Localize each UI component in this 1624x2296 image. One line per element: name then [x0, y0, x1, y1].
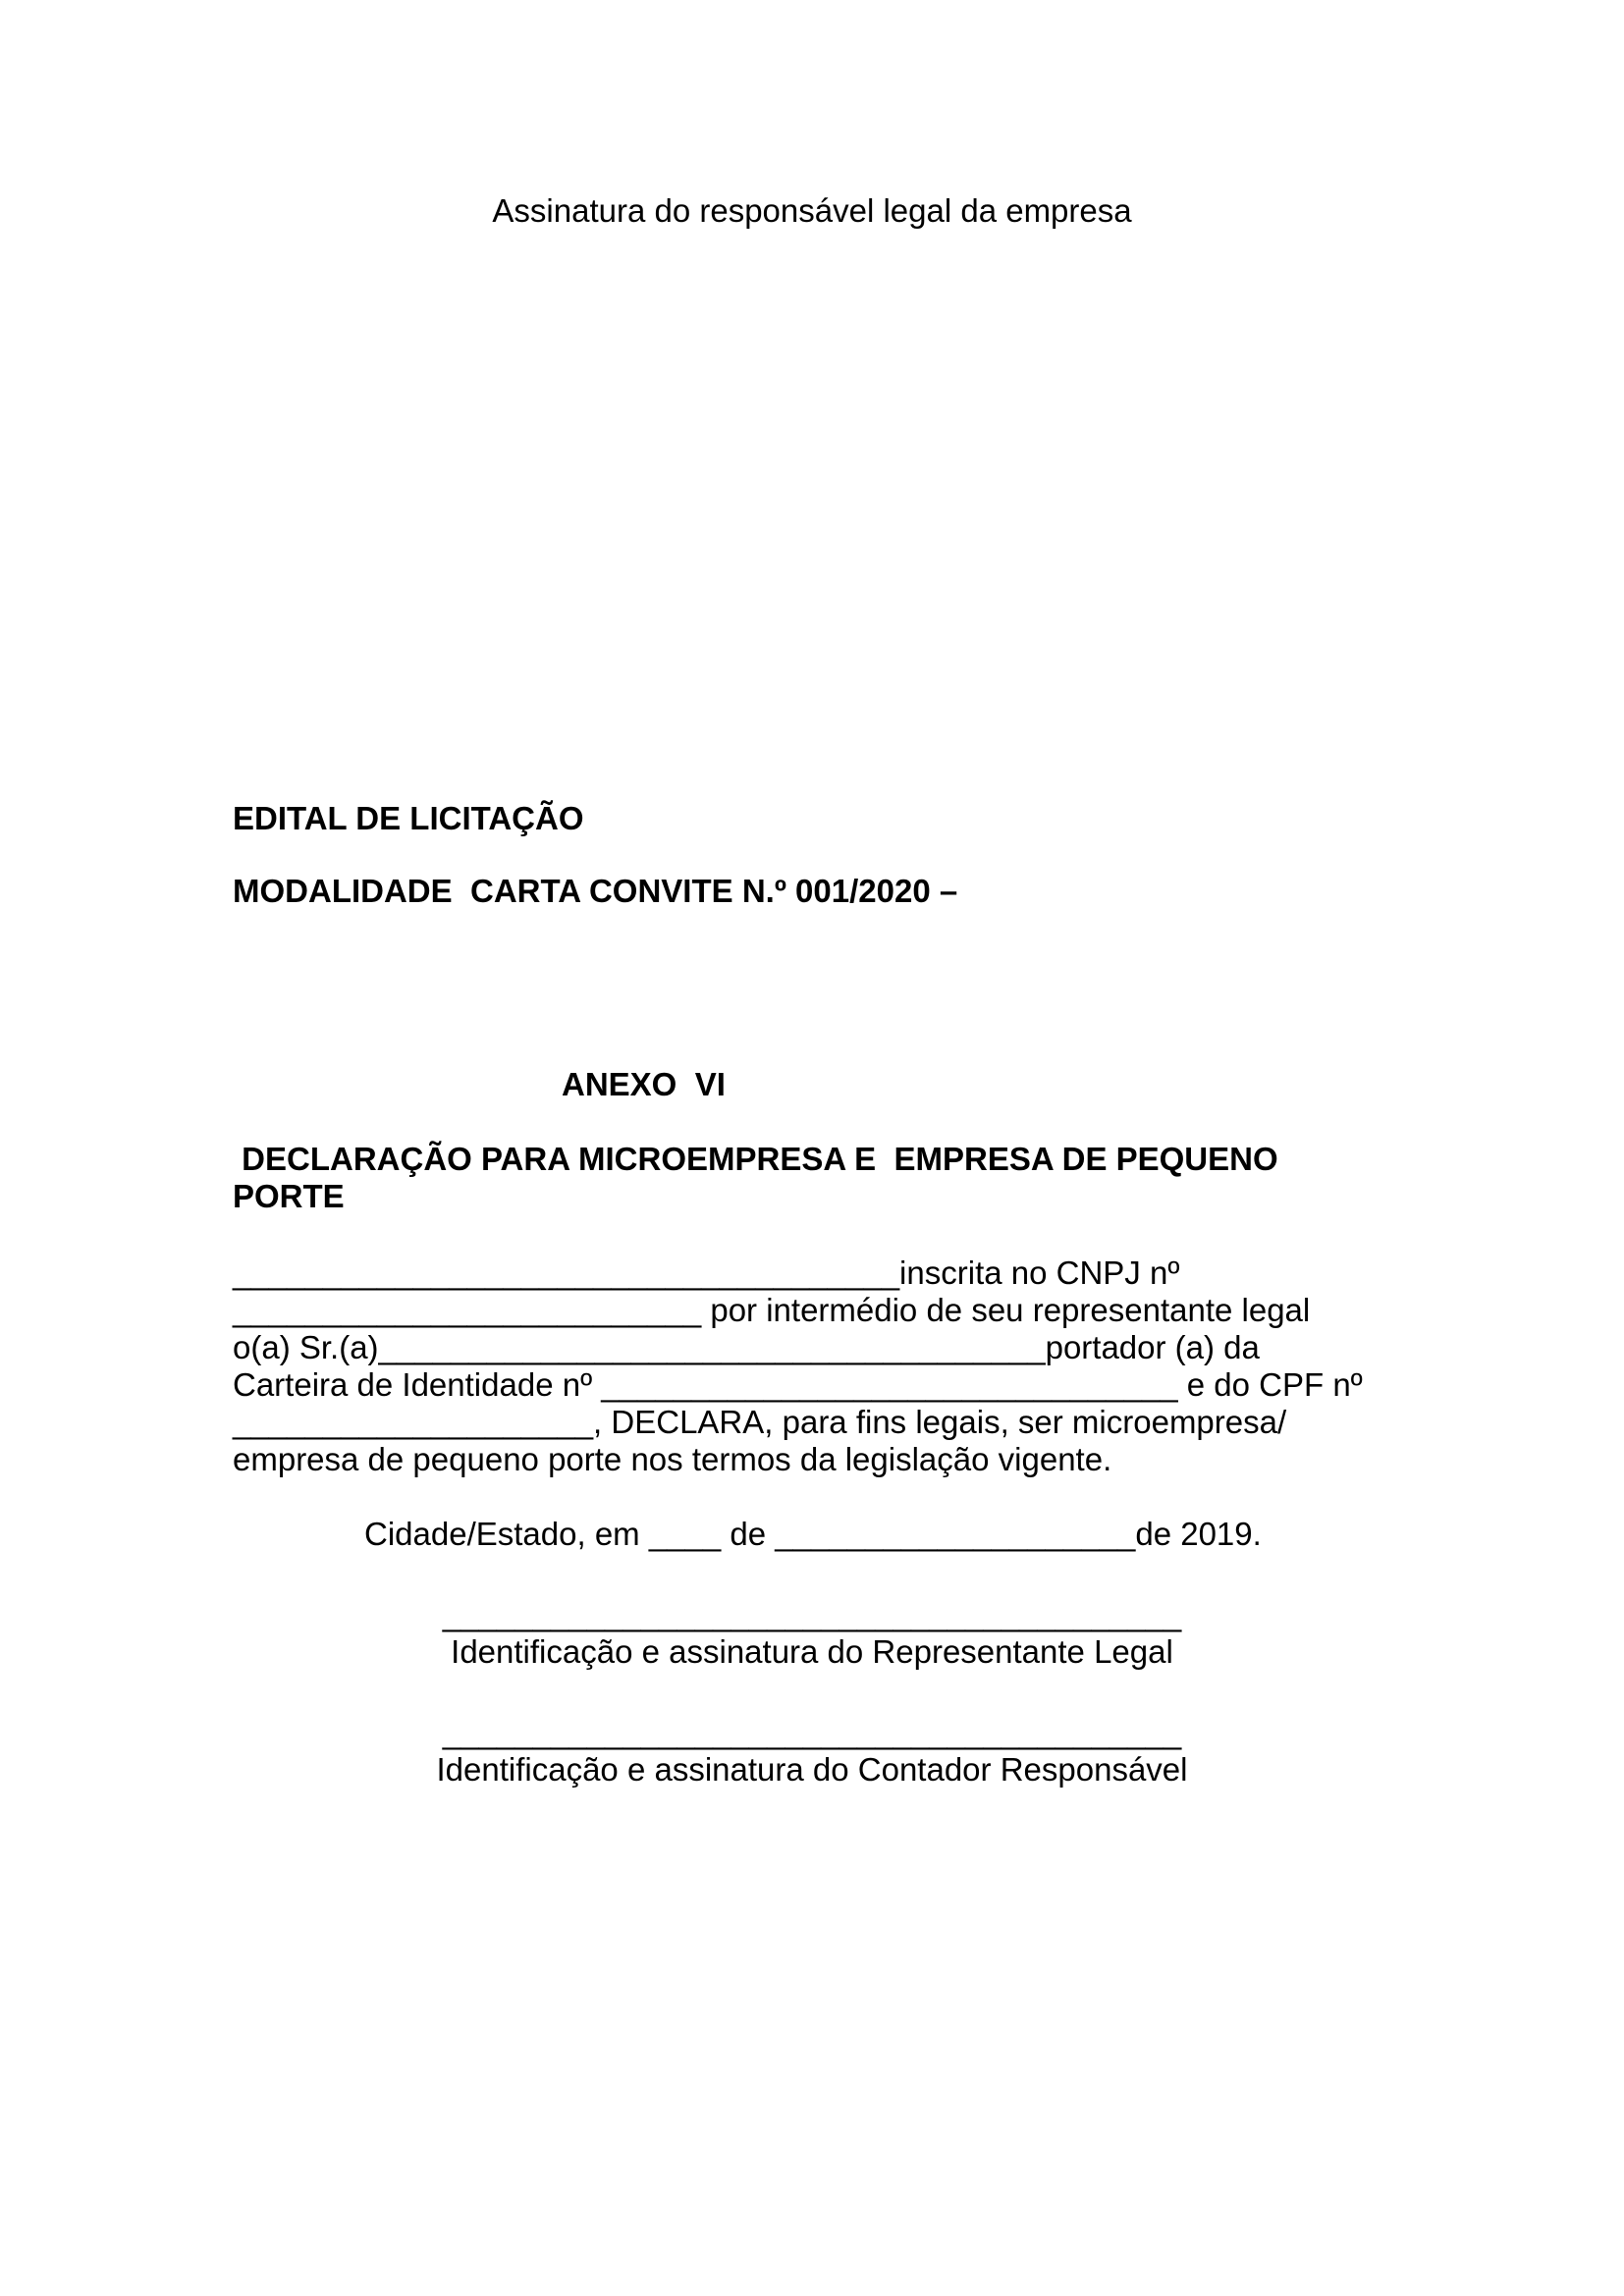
signature-block-accountant — [233, 1714, 1391, 1789]
body-line-identity: Carteira de Identidade nº ________________________________ e do CPF nº — [233, 1366, 1363, 1403]
signature-rule-accountant: _________________________________________ — [442, 1714, 1182, 1750]
annex-subtitle-line-2: PORTE — [233, 1178, 345, 1214]
edital-title: EDITAL DE LICITAÇÃO — [233, 800, 584, 836]
signature-rule-representative: _________________________________________ — [442, 1596, 1182, 1632]
body-line-representative: __________________________ por intermédio de seu representante legal — [233, 1292, 1311, 1328]
annex-title: ANEXO VI — [562, 1066, 726, 1102]
signature-note: Assinatura do responsável legal da empresa — [492, 192, 1132, 229]
signature-label-accountant: Identificação e assinatura do Contador Responsável — [436, 1751, 1188, 1788]
body-line-declara: ____________________, DECLARA, para fins legais, ser microempresa/ — [233, 1404, 1287, 1440]
body-line-cnpj: _____________________________________inscrita no CNPJ nº — [233, 1255, 1180, 1291]
signature-block-representative — [233, 1596, 1391, 1671]
annex-subtitle-line-1: DECLARAÇÃO PARA MICROEMPRESA E EMPRESA DE PEQUENO — [233, 1141, 1278, 1177]
signature-label-representative: Identificação e assinatura do Representante Legal — [451, 1633, 1173, 1670]
date-line: Cidade/Estado, em ____ de ____________________de 2019. — [364, 1516, 1262, 1552]
body-line-name: o(a) Sr.(a)_____________________________________portador (a) da — [233, 1329, 1260, 1365]
annex-subtitle — [233, 1141, 1391, 1215]
modalidade-title: MODALIDADE CARTA CONVITE N.º 001/2020 – — [233, 873, 958, 909]
declaration-paragraph — [233, 1255, 1391, 1478]
body-line-closing: empresa de pequeno porte nos termos da legislação vigente. — [233, 1441, 1112, 1477]
